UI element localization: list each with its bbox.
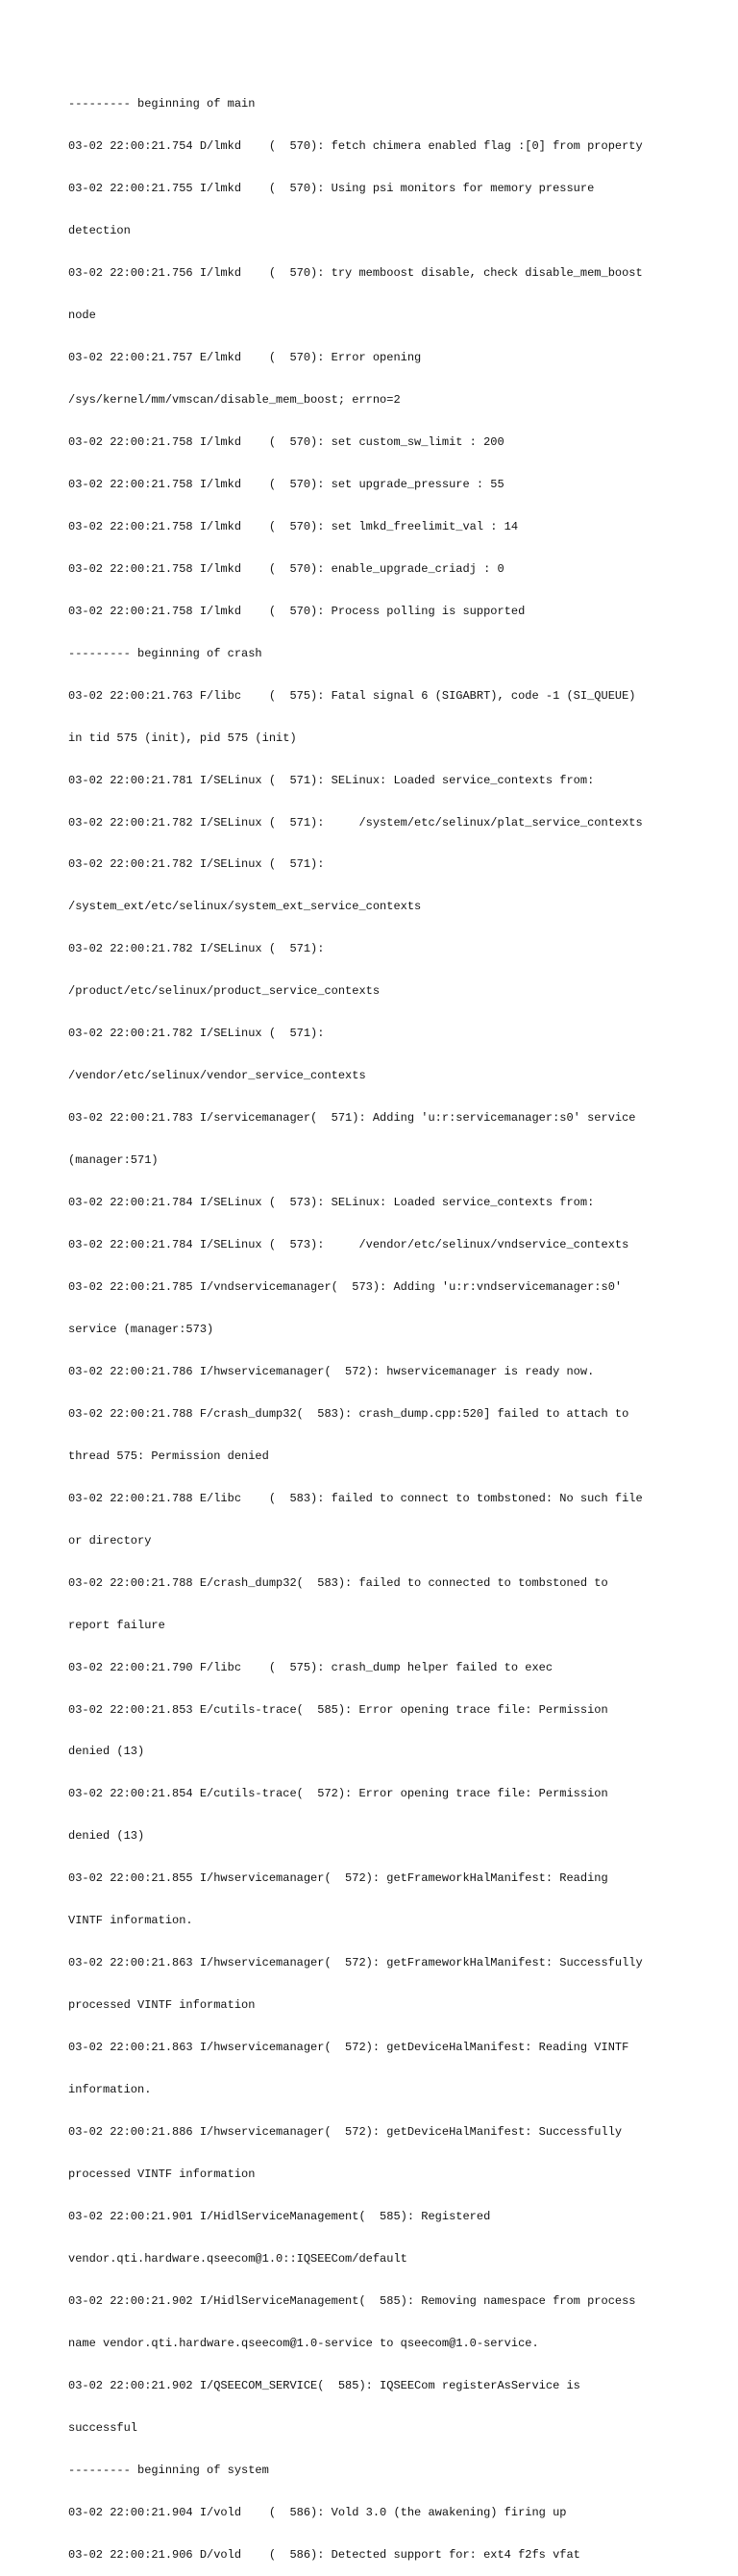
log-line: 03-02 22:00:21.863 I/hwservicemanager( 572): getDeviceHalManifest: Reading VINTF	[68, 2041, 629, 2055]
log-line: 03-02 22:00:21.755 I/lmkd ( 570): Using psi monitors for memory pressure	[68, 182, 595, 196]
log-line: 03-02 22:00:21.782 I/SELinux ( 571):	[68, 942, 325, 956]
log-line: (manager:571)	[68, 1153, 159, 1168]
log-line: 03-02 22:00:21.758 I/lmkd ( 570): set custom_sw_limit : 200	[68, 434, 504, 449]
log-line: 03-02 22:00:21.758 I/lmkd ( 570): enable_upgrade_criadj : 0	[68, 561, 504, 576]
log-document	[68, 69, 702, 2576]
log-line: 03-02 22:00:21.754 D/lmkd ( 570): fetch chimera enabled flag :[0] from property	[68, 139, 643, 154]
log-line: in tid 575 (init), pid 575 (init)	[68, 731, 297, 745]
log-line: --------- beginning of main	[68, 97, 256, 111]
log-line: report failure	[68, 1618, 165, 1632]
log-line: --------- beginning of system	[68, 2463, 269, 2477]
log-line: denied (13)	[68, 1829, 145, 1844]
log-line: processed VINTF information	[68, 2167, 256, 2182]
log-line: detection	[68, 224, 131, 238]
log-line: 03-02 22:00:21.784 I/SELinux ( 573): /vendor/etc/selinux/vndservice_contexts	[68, 1238, 629, 1252]
log-line: 03-02 22:00:21.763 F/libc ( 575): Fatal signal 6 (SIGABRT), code -1 (SI_QUEUE)	[68, 688, 636, 703]
log-line: 03-02 22:00:21.886 I/hwservicemanager( 572): getDeviceHalManifest: Successfully	[68, 2125, 623, 2140]
log-line: VINTF information.	[68, 1914, 193, 1928]
log-line: 03-02 22:00:21.758 I/lmkd ( 570): set lmkd_freelimit_val : 14	[68, 519, 519, 533]
log-line: 03-02 22:00:21.855 I/hwservicemanager( 572): getFrameworkHalManifest: Reading	[68, 1871, 608, 1886]
log-line: 03-02 22:00:21.788 E/crash_dump32( 583): failed to connected to tombstoned to	[68, 1575, 608, 1590]
log-line: name vendor.qti.hardware.qseecom@1.0-service to qseecom@1.0-service.	[68, 2336, 539, 2350]
log-line: /vendor/etc/selinux/vendor_service_contexts	[68, 1069, 366, 1083]
log-line: /system_ext/etc/selinux/system_ext_service_contexts	[68, 900, 422, 914]
log-line: 03-02 22:00:21.784 I/SELinux ( 573): SELinux: Loaded service_contexts from:	[68, 1196, 595, 1210]
log-line: 03-02 22:00:21.757 E/lmkd ( 570): Error opening	[68, 351, 422, 365]
log-line: or directory	[68, 1533, 152, 1548]
log-line: --------- beginning of crash	[68, 646, 262, 660]
log-line: 03-02 22:00:21.863 I/hwservicemanager( 572): getFrameworkHalManifest: Successfully	[68, 1956, 643, 1970]
log-line: 03-02 22:00:21.786 I/hwservicemanager( 572): hwservicemanager is ready now.	[68, 1364, 595, 1378]
log-line: denied (13)	[68, 1745, 145, 1759]
log-line: 03-02 22:00:21.781 I/SELinux ( 571): SELinux: Loaded service_contexts from:	[68, 773, 595, 787]
log-line: 03-02 22:00:21.790 F/libc ( 575): crash_dump helper failed to exec	[68, 1660, 554, 1674]
log-line: 03-02 22:00:21.782 I/SELinux ( 571): /system/etc/selinux/plat_service_contexts	[68, 815, 643, 830]
log-line: 03-02 22:00:21.853 E/cutils-trace( 585): Error opening trace file: Permission	[68, 1702, 608, 1717]
log-line: service (manager:573)	[68, 1322, 214, 1336]
log-line: 03-02 22:00:21.901 I/HidlServiceManagement( 585): Registered	[68, 2209, 491, 2223]
log-line: 03-02 22:00:21.854 E/cutils-trace( 572): Error opening trace file: Permission	[68, 1787, 608, 1801]
log-line: 03-02 22:00:21.758 I/lmkd ( 570): set upgrade_pressure : 55	[68, 477, 504, 491]
log-line: 03-02 22:00:21.782 I/SELinux ( 571):	[68, 857, 325, 872]
log-line: 03-02 22:00:21.783 I/servicemanager( 571): Adding 'u:r:servicemanager:s0' service	[68, 1111, 636, 1126]
log-line: information.	[68, 2083, 152, 2097]
log-line: node	[68, 309, 96, 323]
log-line: successful	[68, 2420, 138, 2435]
log-line: 03-02 22:00:21.788 F/crash_dump32( 583): crash_dump.cpp:520] failed to attach to	[68, 1406, 629, 1421]
log-line: 03-02 22:00:21.756 I/lmkd ( 570): try memboost disable, check disable_mem_boost	[68, 266, 643, 281]
log-line: thread 575: Permission denied	[68, 1449, 269, 1463]
log-line: 03-02 22:00:21.782 I/SELinux ( 571):	[68, 1027, 325, 1041]
log-line: 03-02 22:00:21.904 I/vold ( 586): Vold 3.0 (the awakening) firing up	[68, 2505, 567, 2519]
log-line: 03-02 22:00:21.785 I/vndservicemanager( 573): Adding 'u:r:vndservicemanager:s0'	[68, 1280, 623, 1294]
log-line: 03-02 22:00:21.758 I/lmkd ( 570): Process polling is supported	[68, 604, 526, 618]
log-line: 03-02 22:00:21.906 D/vold ( 586): Detected support for: ext4 f2fs vfat	[68, 2547, 580, 2562]
log-line: processed VINTF information	[68, 1998, 256, 2013]
log-line: /product/etc/selinux/product_service_contexts	[68, 984, 381, 999]
log-line: /sys/kernel/mm/vmscan/disable_mem_boost; errno=2	[68, 392, 401, 407]
log-line: 03-02 22:00:21.902 I/QSEECOM_SERVICE( 585): IQSEECom registerAsService is	[68, 2378, 580, 2392]
log-line: 03-02 22:00:21.902 I/HidlServiceManagement( 585): Removing namespace from process	[68, 2293, 636, 2308]
log-line: 03-02 22:00:21.788 E/libc ( 583): failed to connect to tombstoned: No such file	[68, 1491, 643, 1505]
log-line: vendor.qti.hardware.qseecom@1.0::IQSEECom/default	[68, 2251, 407, 2266]
